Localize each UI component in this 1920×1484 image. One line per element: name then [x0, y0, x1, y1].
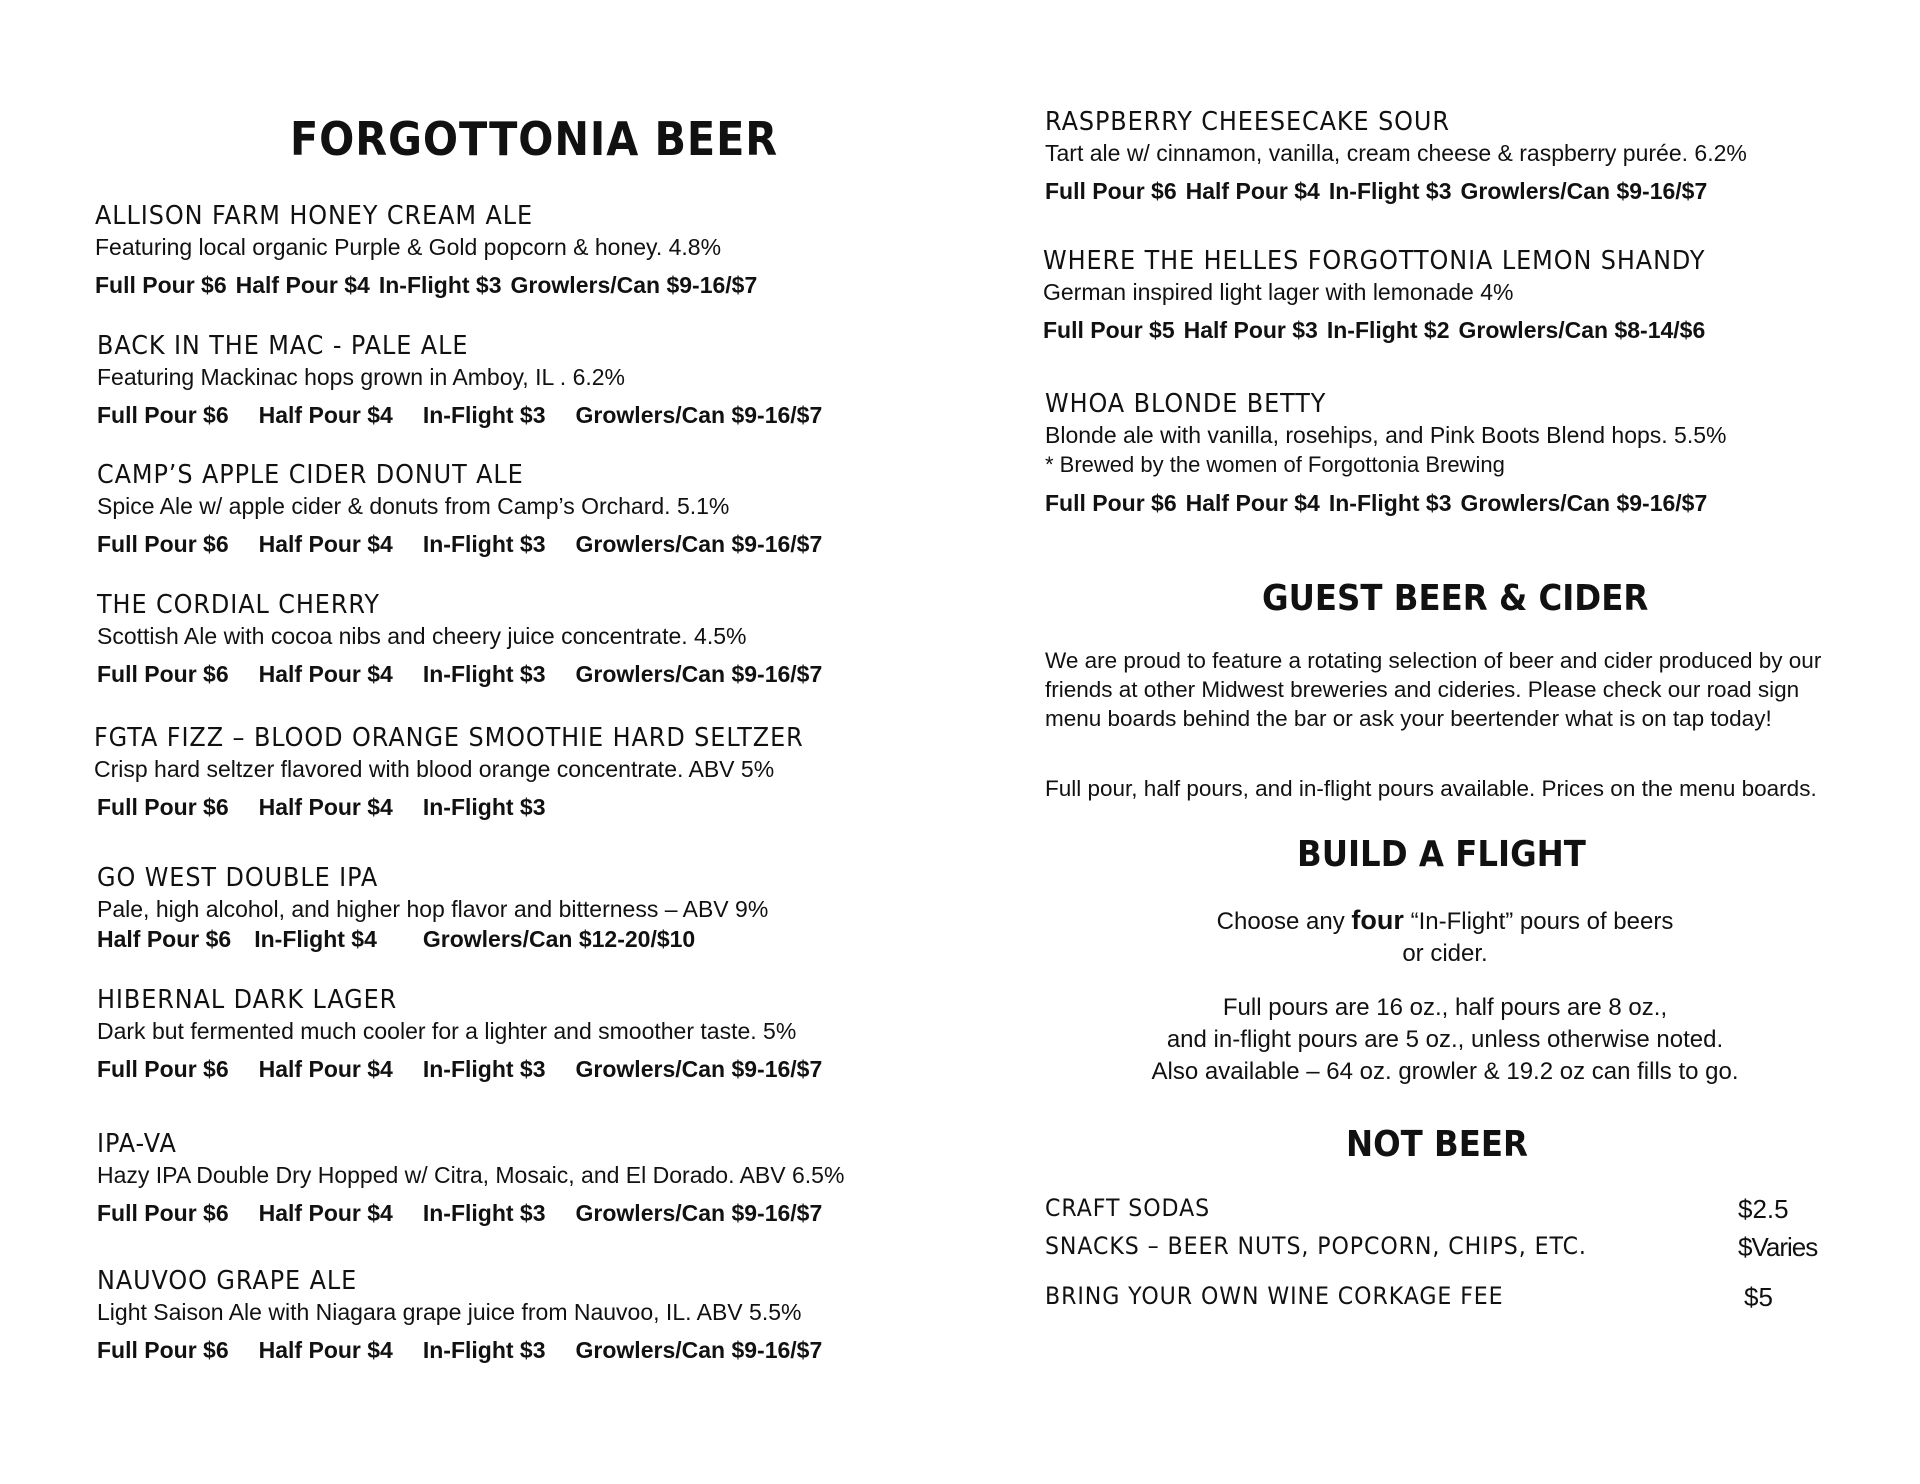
beer-name: FGTA FIZZ – BLOOD ORANGE SMOOTHIE HARD SELTZER: [94, 723, 804, 753]
not-beer-name: CRAFT SODAS: [1045, 1194, 1211, 1222]
flight-text-four: four: [1351, 905, 1404, 935]
guest-beer-title: GUEST BEER & CIDER: [1262, 578, 1649, 619]
price-growlers: Growlers/Can $9-16/$7: [575, 1337, 823, 1363]
price-full-pour: Full Pour $6: [97, 1337, 229, 1363]
beer-prices: [97, 792, 865, 822]
beer-description: Crisp hard seltzer flavored with blood orange concentrate. ABV 5%: [94, 756, 775, 782]
beer-prices: [97, 1054, 852, 1084]
beer-item-go-west: [97, 862, 768, 954]
beer-name: CAMP’S APPLE CIDER DONUT ALE: [97, 460, 524, 490]
beer-description: Pale, high alcohol, and higher hop flavor and bitterness – ABV 9%: [97, 896, 769, 922]
price-in-flight: In-Flight $2: [1326, 317, 1450, 343]
pour-sizes-line1: Full pours are 16 oz., half pours are 8 oz.,: [1222, 994, 1668, 1021]
price-growlers: Growlers/Can $9-16/$7: [510, 272, 758, 298]
not-beer-price: $Varies: [1738, 1232, 1818, 1262]
beer-description: Light Saison Ale with Niagara grape juice from Nauvoo, IL. ABV 5.5%: [97, 1299, 802, 1325]
price-full-pour: Full Pour $6: [97, 1200, 229, 1226]
beer-name: THE CORDIAL CHERRY: [97, 590, 380, 620]
beer-prices: [1045, 176, 1747, 206]
beer-item-where-the-helles: [1043, 245, 1763, 345]
price-growlers: Growlers/Can $9-16/$7: [575, 402, 823, 428]
price-growlers: Growlers/Can $9-16/$7: [575, 1056, 823, 1082]
price-half-pour: Half Pour $4: [1185, 178, 1320, 204]
page-title: FORGOTTONIA BEER: [290, 112, 779, 166]
not-beer-price: $5: [1744, 1282, 1773, 1312]
beer-note: * Brewed by the women of Forgottonia Brewing: [1045, 452, 1505, 477]
beer-name: WHERE THE HELLES FORGOTTONIA LEMON SHANDY: [1043, 246, 1706, 276]
beer-prices: [1043, 315, 1763, 345]
price-full-pour: Full Pour $6: [97, 402, 229, 428]
beer-name: GO WEST DOUBLE IPA: [97, 863, 379, 893]
beer-prices: [97, 400, 852, 430]
beer-name: IPA-VA: [97, 1129, 177, 1159]
price-half-pour: Half Pour $4: [258, 661, 393, 687]
price-in-flight: In-Flight $3: [422, 794, 546, 820]
beer-item-cordial-cherry: [97, 589, 852, 689]
not-beer-price: $2.5: [1738, 1194, 1789, 1224]
beer-item-raspberry-cheesecake: [1045, 106, 1747, 206]
price-growlers: Growlers/Can $9-16/$7: [575, 531, 823, 557]
pour-sizes-line3: Also available – 64 oz. growler & 19.2 oz can fills to go.: [1151, 1058, 1739, 1085]
price-half-pour: Half Pour $4: [258, 1200, 393, 1226]
beer-description: Scottish Ale with cocoa nibs and cheery juice concentrate. 4.5%: [97, 623, 747, 649]
beer-description: Featuring local organic Purple & Gold popcorn & honey. 4.8%: [95, 234, 722, 260]
price-half-pour: Half Pour $4: [258, 794, 393, 820]
price-in-flight: In-Flight $3: [422, 1200, 546, 1226]
beer-item-hibernal: [97, 984, 852, 1084]
price-growlers: Growlers/Can $9-16/$7: [575, 1200, 823, 1226]
price-half-pour: Half Pour $4: [258, 531, 393, 557]
not-beer-title: NOT BEER: [1346, 1124, 1528, 1165]
price-growlers: Growlers/Can $12-20/$10: [422, 926, 696, 952]
not-beer-name: BRING YOUR OWN WINE CORKAGE FEE: [1045, 1282, 1504, 1310]
price-in-flight: In-Flight $3: [422, 402, 546, 428]
beer-prices: [95, 270, 766, 300]
beer-description: Featuring Mackinac hops grown in Amboy, IL . 6.2%: [97, 364, 625, 390]
price-growlers: Growlers/Can $8-14/$6: [1458, 317, 1706, 343]
price-in-flight: In-Flight $3: [422, 661, 546, 687]
price-half-pour: Half Pour $6: [97, 926, 232, 952]
beer-name: NAUVOO GRAPE ALE: [97, 1266, 358, 1296]
price-growlers: Growlers/Can $9-16/$7: [1460, 490, 1708, 516]
beer-prices: [1045, 488, 1726, 518]
pour-sizes-info: [1045, 992, 1845, 1088]
price-full-pour: Full Pour $6: [1045, 178, 1177, 204]
price-full-pour: Full Pour $6: [97, 531, 229, 557]
build-flight-title: BUILD A FLIGHT: [1297, 834, 1586, 875]
beer-item-allison-farm: [95, 200, 766, 300]
flight-text-line2: or cider.: [1402, 940, 1488, 967]
guest-beer-availability: Full pour, half pours, and in-flight pours available. Prices on the menu boards.: [1045, 776, 1817, 801]
pour-sizes-line2: and in-flight pours are 5 oz., unless otherwise noted.: [1166, 1026, 1724, 1053]
price-growlers: Growlers/Can $9-16/$7: [1460, 178, 1708, 204]
price-half-pour: Half Pour $4: [235, 272, 370, 298]
price-full-pour: Full Pour $6: [97, 1056, 229, 1082]
not-beer-item-snacks: [1045, 1232, 1835, 1268]
beer-item-ipa-va: [97, 1128, 852, 1228]
price-in-flight: In-Flight $3: [422, 1056, 546, 1082]
price-in-flight: In-Flight $3: [1328, 490, 1452, 516]
beer-item-back-in-the-mac: [97, 330, 852, 430]
beer-prices: [97, 1335, 852, 1365]
price-half-pour: Half Pour $4: [258, 1056, 393, 1082]
price-full-pour: Full Pour $6: [95, 272, 227, 298]
beer-item-whoa-blonde-betty: [1045, 388, 1726, 518]
not-beer-item-corkage-fee: [1045, 1282, 1835, 1318]
beer-prices: [97, 659, 852, 689]
build-flight-instructions: [1045, 904, 1845, 970]
beer-description: Tart ale w/ cinnamon, vanilla, cream cheese & raspberry purée. 6.2%: [1045, 140, 1747, 166]
beer-item-nauvoo-grape: [97, 1265, 852, 1365]
price-in-flight: In-Flight $3: [422, 531, 546, 557]
beer-description: Hazy IPA Double Dry Hopped w/ Citra, Mosaic, and El Dorado. ABV 6.5%: [97, 1162, 845, 1188]
price-in-flight: In-Flight $3: [1328, 178, 1452, 204]
price-in-flight: In-Flight $3: [422, 1337, 546, 1363]
price-growlers: Growlers/Can $9-16/$7: [575, 661, 823, 687]
beer-name: WHOA BLONDE BETTY: [1045, 389, 1327, 419]
price-half-pour: Half Pour $3: [1183, 317, 1318, 343]
beer-prices: [97, 529, 852, 559]
price-full-pour: Full Pour $5: [1043, 317, 1175, 343]
beer-description: Blonde ale with vanilla, rosehips, and Pink Boots Blend hops. 5.5%: [1045, 422, 1727, 448]
not-beer-item-craft-sodas: [1045, 1194, 1835, 1230]
price-full-pour: Full Pour $6: [97, 661, 229, 687]
beer-description: Spice Ale w/ apple cider & donuts from Camp’s Orchard. 5.1%: [97, 493, 730, 519]
price-full-pour: Full Pour $6: [97, 794, 229, 820]
beer-description: Dark but fermented much cooler for a lighter and smoother taste. 5%: [97, 1018, 797, 1044]
beer-name: HIBERNAL DARK LAGER: [97, 985, 398, 1015]
beer-prices: [97, 1198, 852, 1228]
beer-item-camps-apple-cider: [97, 459, 852, 559]
beer-name: BACK IN THE MAC - PALE ALE: [97, 331, 469, 361]
beer-prices: [97, 924, 768, 954]
guest-beer-paragraph: We are proud to feature a rotating selection of beer and cider produced by our friends at other Midwest breweries and cideries. Please check our road sign menu boards behind the bar or ask your beertender what is on tap today!: [1045, 648, 1822, 731]
price-in-flight: In-Flight $3: [378, 272, 502, 298]
beer-item-fgta-fizz: [94, 722, 865, 822]
price-half-pour: Half Pour $4: [258, 1337, 393, 1363]
beer-name: ALLISON FARM HONEY CREAM ALE: [95, 201, 534, 231]
price-in-flight: In-Flight $4: [254, 926, 377, 952]
beer-description: German inspired light lager with lemonade 4%: [1043, 279, 1514, 305]
price-half-pour: Half Pour $4: [1185, 490, 1320, 516]
beer-name: RASPBERRY CHEESECAKE SOUR: [1045, 107, 1450, 137]
flight-text-post: “In-Flight” pours of beers: [1403, 908, 1674, 935]
flight-text-pre: Choose any: [1216, 908, 1352, 935]
price-full-pour: Full Pour $6: [1045, 490, 1177, 516]
price-half-pour: Half Pour $4: [258, 402, 393, 428]
not-beer-name: SNACKS – BEER NUTS, POPCORN, CHIPS, ETC.: [1045, 1232, 1587, 1260]
